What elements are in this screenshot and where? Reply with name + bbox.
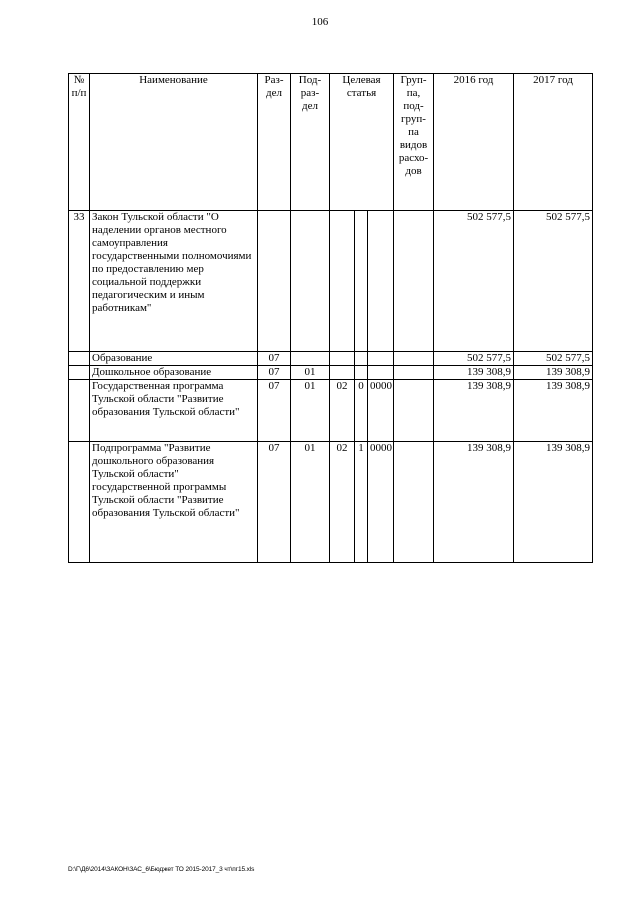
- row-cs2: [355, 366, 368, 380]
- row-2017: 139 308,9: [514, 380, 593, 442]
- row-cs1: [330, 211, 355, 352]
- row-podrazdel: 01: [291, 380, 330, 442]
- header-name: Наименование: [90, 74, 258, 211]
- row-num: [69, 380, 90, 442]
- row-2016: 139 308,9: [434, 380, 514, 442]
- row-2017: 139 308,9: [514, 442, 593, 563]
- row-podrazdel: [291, 211, 330, 352]
- row-2016: 502 577,5: [434, 211, 514, 352]
- header-group: Груп-па, под-груп-па видов расхо-дов: [394, 74, 434, 211]
- header-2017: 2017 год: [514, 74, 593, 211]
- row-cs3: [368, 366, 394, 380]
- row-razdel: 07: [258, 442, 291, 563]
- row-cs3: 0000: [368, 442, 394, 563]
- header-razdel: Раз-дел: [258, 74, 291, 211]
- row-razdel: 07: [258, 366, 291, 380]
- row-name: Дошкольное образование: [90, 366, 258, 380]
- row-cs3: 0000: [368, 380, 394, 442]
- table-row: [69, 211, 593, 352]
- row-podrazdel: [291, 352, 330, 366]
- header-2016: 2016 год: [434, 74, 514, 211]
- table-header-row: [69, 74, 593, 211]
- row-cs1: [330, 352, 355, 366]
- row-cs2: [355, 211, 368, 352]
- row-group: [394, 442, 434, 563]
- table-row: [69, 442, 593, 563]
- row-razdel: [258, 211, 291, 352]
- page-number: 106: [311, 16, 329, 28]
- table-row: [69, 380, 593, 442]
- row-cs1: 02: [330, 442, 355, 563]
- header-target-article: Целевая статья: [330, 74, 394, 211]
- row-group: [394, 352, 434, 366]
- row-cs1: 02: [330, 380, 355, 442]
- header-num: № п/п: [69, 74, 90, 211]
- row-cs2: [355, 352, 368, 366]
- row-group: [394, 380, 434, 442]
- row-2016: 139 308,9: [434, 442, 514, 563]
- row-group: [394, 366, 434, 380]
- row-cs1: [330, 366, 355, 380]
- row-cs3: [368, 352, 394, 366]
- row-podrazdel: 01: [291, 366, 330, 380]
- row-2016: 502 577,5: [434, 352, 514, 366]
- row-num: [69, 366, 90, 380]
- row-name: Образование: [90, 352, 258, 366]
- file-path-footer: D:\Г\Д6\2014\ЗАКОН\ЗАС_6\Бюджет ТО 2015-2017_3 чт\пг15.xls: [68, 866, 255, 873]
- table-row: [69, 366, 593, 380]
- row-razdel: 07: [258, 352, 291, 366]
- budget-table: [68, 73, 593, 563]
- row-cs3: [368, 211, 394, 352]
- row-2017: 502 577,5: [514, 211, 593, 352]
- row-num: 33: [69, 211, 90, 352]
- header-podrazdel: Под-раз-дел: [291, 74, 330, 211]
- row-name: Закон Тульской области "О наделении органов местного самоуправления государственными полномочиями по предоставлению мер социальной поддержки педагогическим и иным работникам": [90, 211, 258, 352]
- row-2016: 139 308,9: [434, 366, 514, 380]
- row-2017: 139 308,9: [514, 366, 593, 380]
- row-group: [394, 211, 434, 352]
- row-2017: 502 577,5: [514, 352, 593, 366]
- row-cs2: 1: [355, 442, 368, 563]
- row-cs2: 0: [355, 380, 368, 442]
- row-razdel: 07: [258, 380, 291, 442]
- row-num: [69, 352, 90, 366]
- row-podrazdel: 01: [291, 442, 330, 563]
- row-name: Государственная программа Тульской области "Развитие образования Тульской области": [90, 380, 258, 442]
- row-num: [69, 442, 90, 563]
- table-row: [69, 352, 593, 366]
- row-name: Подпрограмма "Развитие дошкольного образования Тульской области" государственной программы Тульской области "Развитие образования Тульской области": [90, 442, 258, 563]
